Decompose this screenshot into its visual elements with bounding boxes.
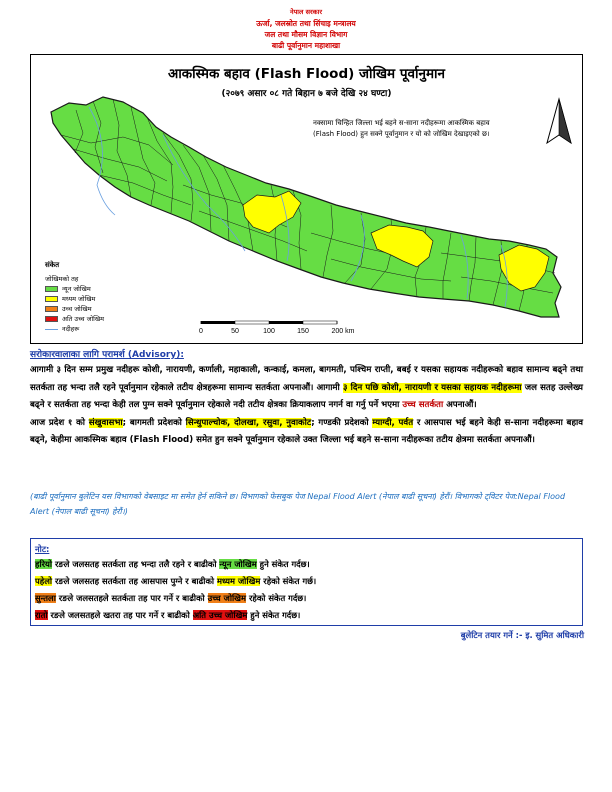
advisory-p1-red: उच्च सतर्कता [402,400,444,410]
legend-title: संकेत [45,261,60,269]
map-frame [30,54,583,344]
note-row-yellow [35,573,578,590]
scale-tick-150: 150 [297,328,309,335]
note-text-red: रङले जलसतहले खतरा तह पार गर्ने र बाढीको [50,610,190,620]
note-end-yellow: रहेको संकेत गर्छ। [263,576,317,586]
note-row-green [35,556,578,573]
advisory-heading: सरोकारवालाका लागि परामर्श (Advisory): [30,350,184,360]
legend-swatch-low [45,286,58,292]
legend-item-high [45,304,185,314]
advisory-body [30,362,583,450]
legend-label-low: न्यून जोखिम [62,285,91,293]
note-lead-orange: सुन्तला [35,593,56,603]
advisory-p2-district-1: संखुवासभा [88,417,123,428]
note-end-orange: रहेको संकेत गर्दछ। [248,593,307,603]
notes-box [30,538,583,626]
header-ministry: ऊर्जा, जलस्रोत तथा सिंचाइ मन्त्रालय [256,19,356,28]
scale-tick-50: 50 [231,328,239,335]
map-title: आकस्मिक बहाव (Flash Flood) जोखिम पूर्वानुमान [167,66,446,82]
scale-tick-200: 200 km [331,328,355,335]
legend-item-very-high [45,314,185,324]
advisory-p2-c: ; गण्डकी प्रदेशको [311,417,369,428]
legend-label-medium: मध्यम जोखिम [62,295,96,303]
legend-swatch-very-high [45,316,58,322]
advisory-p1-a: आगामी ३ दिन सम्म प्रमुख नदीहरू कोशी, नारायणी, कर्णाली, महाकाली, कन्काई, कमला, बागमती, पश्चिम राप्ती, बबई र यसका सहायक नदीहरूको बहाव सामान्य बढ्ने तथा सतर्कता तह भन्दा तलै रहने पूर्वानुमान रहेकाले तटीय क्षेत्रहरूमा सामान्य सतर्कता अपनाऔं। आगामी [30,365,583,393]
note-end-green: हुने संकेत गर्दछ। [259,559,310,569]
header-government: नेपाल सरकार [289,8,323,16]
map-subtitle: (२०७९ असार ०८ गते बिहान ७ बजे देखि २४ घण्टा) [221,89,392,99]
info-note: (बाढी पूर्वानुमान बुलेटिन यस विभागको वेबसाइट मा समेत हेर्न सकिने छ। विभागको फेसबुक पेज Nepal Flood Alert (नेपाल बाढी सूचना) हेरौं। विभागको ट्विटर पेज:Nepal Flood Alert (नेपाल बाढी सूचना) हेरौं।) [30,492,566,516]
header-department: जल तथा मौसम विज्ञान विभाग [264,30,348,39]
legend-label-very-high: अति उच्च जोखिम [62,315,105,323]
scale-bar [199,321,355,335]
legend-swatch-high [45,306,58,312]
legend-label-high: उच्च जोखिम [62,305,92,313]
legend-river-line [45,329,58,330]
advisory-p1-b: जल सतह उल्लेख्य बढ्ने र सतर्कता तह भन्दा केही तल पुग्न सक्ने पूर्वानुमान रहेकाले नदी तटीय क्षेत्रका क्रियाकलाप नगर्न वा गर्नु पर्ने भएमा [30,382,584,410]
north-arrow-icon [547,99,571,143]
map-legend [45,260,185,334]
legend-item-rivers [45,324,185,334]
legend-item-low [45,284,185,294]
note-tag-green: न्यून जोखिम [219,559,257,569]
header-division: बाढी पूर्वानुमान महाशाखा [271,41,341,50]
advisory-p1-highlight: ३ दिन पछि कोशी, नारायणी र यसका सहायक नदीहरूमा [343,382,522,393]
advisory-p2-district-3: म्याग्दी, पर्वत [372,417,414,428]
map-note: नक्सामा चिन्हित जिल्ला भई बहने स-साना नदीहरूमा आकस्मिक बहाव (Flash Flood) हुन सक्ने पूर्वानुमान र यो को जोखिम देखाइएको छ। [313,119,490,138]
header [0,7,612,51]
note-tag-yellow: मध्यम जोखिम [217,576,261,586]
note-tag-orange: उच्च जोखिम [207,593,247,603]
note-lead-yellow: पहेलो [35,576,53,586]
advisory-p2-b: ; बागमती प्रदेशको [122,417,182,428]
scale-tick-100: 100 [263,328,275,335]
notes-heading: नोट: [35,544,50,554]
note-text-yellow: रङले जलसतह सतर्कता तह आसपास पुग्ने र बाढीको [54,576,215,586]
note-row-orange [35,590,578,607]
advisory-p2-district-2: सिन्धुपाल्चोक, दोलखा, रसुवा, नुवाकोट [185,417,312,428]
note-lead-red: रातो [35,610,48,620]
scale-tick-0: 0 [199,328,203,335]
note-lead-green: हरियो [35,559,53,569]
legend-swatch-medium [45,296,58,302]
advisory-p2-a: आज प्रदेश १ को [30,417,85,428]
note-end-red: हुने संकेत गर्दछ। [250,610,301,620]
note-text-orange: रङले जलसतहले सतर्कता तह पार गर्ने र बाढीको [58,593,205,603]
note-tag-red: अति उच्च जोखिम [192,610,248,620]
legend-item-medium [45,294,185,304]
legend-subtitle: जोखिमको तह [45,275,79,283]
note-text-green: रङले जलसतह सतर्कता तह भन्दा तलै रहने र बाढीको [55,559,217,569]
note-row-red [35,607,578,624]
advisory-p2-d: र आसपास भई बहने केही स-साना नदीहरूमा बहाव बढ्ने, केहीमा आकस्मिक बहाव (Flash Flood) समेत हुन सक्ने पूर्वानुमान रहेकाले उक्त जिल्ला भई बहने स-साना नदीहरूका तटीय क्षेत्रमा सतर्कता अपनाऔं। [30,417,584,445]
legend-label-rivers: नदीहरू [62,325,80,333]
bulletin-signature: बुलेटिन तयार गर्ने :- इ. सुमित अधिकारी [460,630,584,640]
advisory-p1-c: अपनाऔं। [446,400,477,410]
